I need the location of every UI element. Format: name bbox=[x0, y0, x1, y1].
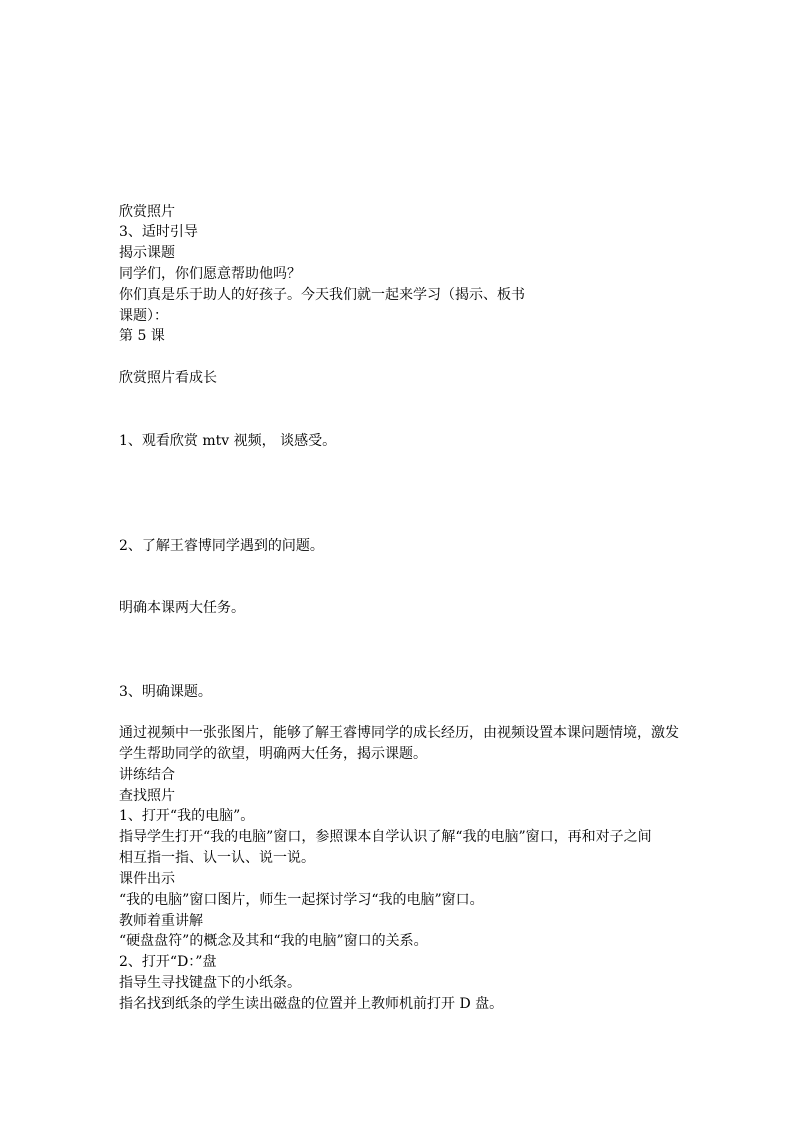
text-line: 2、了解王睿博同学遇到的问题。 bbox=[119, 538, 324, 554]
text-line: 1、观看欣赏 mtv 视频， 谈感受。 bbox=[119, 433, 337, 449]
text-line: 同学们，你们愿意帮助他吗？ bbox=[119, 266, 301, 282]
text-line: 指导学生打开“我的电脑”窗口，参照课本自学认识了解“我的电脑”窗口，再和对子之间 bbox=[119, 829, 652, 845]
text-line: 指导生寻找键盘下的小纸条。 bbox=[119, 975, 301, 991]
text-line: 讲练结合 bbox=[119, 767, 175, 783]
text-line: 课件出示 bbox=[119, 871, 175, 887]
text-line: 2、打开“D：”盘 bbox=[119, 954, 217, 970]
text-line: 明确本课两大任务。 bbox=[119, 600, 245, 616]
text-line: 你们真是乐于助人的好孩子。今天我们就一起来学习（揭示、板书 bbox=[119, 287, 525, 303]
text-line: “硬盘盘符”的概念及其和“我的电脑”窗口的关系。 bbox=[119, 933, 428, 949]
text-line: 揭示课题 bbox=[119, 245, 175, 261]
text-line: 3、适时引导 bbox=[119, 224, 198, 240]
text-line: 学生帮助同学的欲望，明确两大任务，揭示课题。 bbox=[119, 746, 427, 762]
lesson-number: 第 5 课 bbox=[119, 328, 165, 344]
text-line: 教师着重讲解 bbox=[119, 913, 203, 929]
text-line: 相互指一指、认一认、说一说。 bbox=[119, 850, 315, 866]
text-line: 1、打开“我的电脑”。 bbox=[119, 808, 255, 824]
text-line: 课题）： bbox=[119, 308, 168, 324]
text-line: 查找照片 bbox=[119, 788, 175, 804]
text-line: “我的电脑”窗口图片，师生一起探讨学习“我的电脑”窗口。 bbox=[119, 892, 484, 908]
lesson-title: 欣赏照片看成长 bbox=[119, 370, 217, 386]
text-line: 通过视频中一张张图片，能够了解王睿博同学的成长经历，由视频设置本课问题情境，激发 bbox=[119, 725, 679, 741]
text-line: 欣赏照片 bbox=[119, 204, 175, 220]
text-line: 指名找到纸条的学生读出磁盘的位置并上教师机前打开 D 盘。 bbox=[119, 996, 504, 1012]
text-line: 3、明确课题。 bbox=[119, 684, 212, 700]
